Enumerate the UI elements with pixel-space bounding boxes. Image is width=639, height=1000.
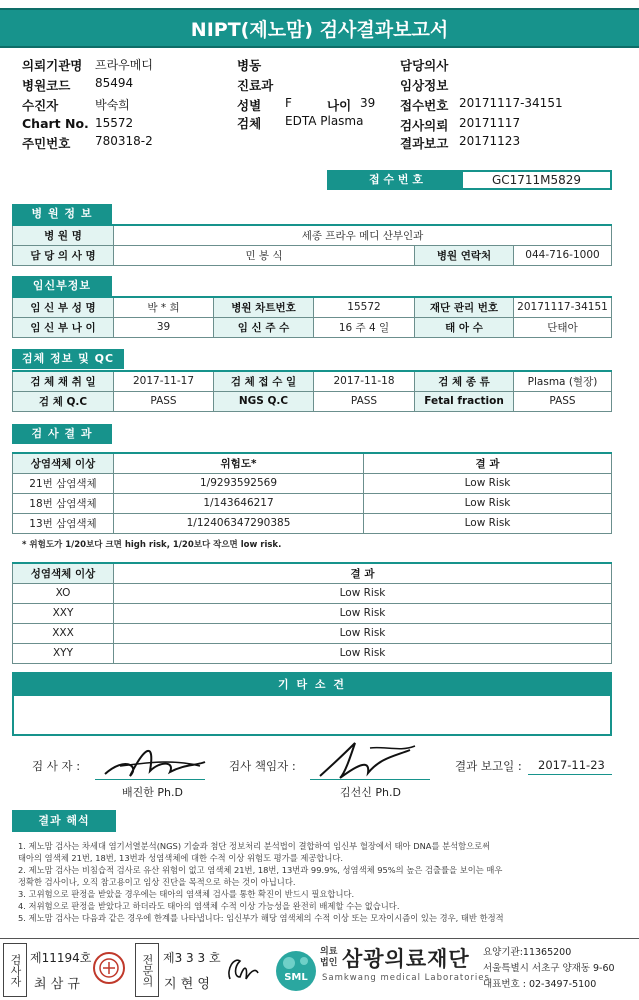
org-prefix-line: 법인 [320, 958, 338, 968]
specimen-type-value: Plasma (혈장) [514, 371, 612, 391]
interpretation-line: 2. 제노맘 검사는 비침습적 검사로 유산 위험이 없고 염색체 21번, 18번, 13번과 99.9%, 성염색체 95%의 높은 검출률을 보이는 매우 [18, 865, 503, 875]
dept-label: 진료과 [237, 78, 274, 93]
results-header-risk: 위험도* [114, 453, 364, 473]
sex-chrom-result: Low Risk [114, 603, 612, 623]
fetus-count-value: 단태아 [514, 317, 612, 337]
pregnant-table [12, 296, 612, 338]
hospital-section-title: 병 원 정 보 [12, 204, 112, 224]
age-value: 39 [360, 96, 376, 110]
results-header-autosome: 상염색체 이상 [13, 453, 114, 473]
receive-date-value: 2017-11-18 [314, 371, 415, 391]
pregnant-name-label: 임 신 부 성 명 [13, 297, 114, 317]
specimen-table [12, 370, 612, 412]
sex-chrom-name: XYY [13, 643, 114, 663]
table-row [13, 473, 612, 493]
org-name: 삼광의료재단 [342, 947, 470, 971]
org-prefix [320, 947, 337, 969]
examiner-name: 배진한 Ph.D [122, 786, 183, 799]
trisomy-risk: 1/12406347290385 [114, 513, 364, 533]
specimen-label: 검체 [237, 116, 262, 131]
chart-number-label: 병원 차트번호 [214, 297, 314, 317]
table-row [13, 513, 612, 533]
trisomy-result: Low Risk [364, 473, 612, 493]
risk-footnote: * 위험도가 1/20보다 크면 high risk, 1/20보다 작으면 low risk. [22, 540, 282, 550]
sex-chrom-result: Low Risk [114, 623, 612, 643]
specimen-qc-value: PASS [114, 391, 214, 411]
sex-chrom-name: XXX [13, 623, 114, 643]
interpretation-line: 3. 고위험으로 판정을 받았을 경우에는 태아의 염색체 검사를 통한 확진이 반드시 필요합니다. [18, 889, 355, 899]
trisomy-result: Low Risk [364, 493, 612, 513]
sex-chrom-result: Low Risk [114, 583, 612, 603]
specimen-qc-label: 검 체 Q.C [13, 391, 114, 411]
pregnant-section-title: 임신부정보 [12, 276, 112, 296]
contact-cell-label: 병원 연락처 [415, 245, 514, 265]
patient-label: 수진자 [22, 98, 59, 113]
receive-date-label: 검 체 접 수 일 [214, 371, 314, 391]
examiner-license: 제11194호 [30, 951, 92, 965]
table-row [13, 643, 612, 663]
accession-label: 접수번호 [400, 98, 449, 113]
interpretation-line: 태아의 염색체 21번, 18번, 13번과 성염색체에 대한 수적 이상 위험도 평가를 제공합니다. [18, 853, 344, 863]
resident-no-value: 780318-2 [95, 134, 153, 148]
doctor-cell-value: 민 봉 식 [114, 245, 415, 265]
lead-examiner-label: 검사 책임자 : [229, 759, 296, 773]
interpretation-line: 정확한 검사이나, 오직 참고용이고 임상 진단을 목적으로 하는 것이 아닙니다. [18, 877, 296, 887]
interpretation-line: 1. 제노맘 검사는 차세대 염기서열분석(NGS) 기술과 첨단 정보처리 분석법이 결합하여 임신부 혈장에서 태아 DNA를 분석함으로써 [18, 841, 491, 851]
foundation-no-value: 20171117-34151 [514, 297, 612, 317]
collect-date-value: 2017-11-17 [114, 371, 214, 391]
request-date-value: 20171117 [459, 116, 521, 130]
lead-examiner-name: 김선신 Ph.D [340, 786, 401, 799]
specimen-value: EDTA Plasma [285, 114, 364, 128]
report-date-sig-label: 결과 보고일 : [455, 759, 522, 773]
org-phone: 대표번호 : 02-3497-5100 [483, 979, 597, 990]
other-comments-content [14, 696, 610, 734]
specimen-type-label: 검 체 종 류 [415, 371, 514, 391]
examiner-name-footer: 최 삼 규 [34, 977, 80, 992]
age-label: 나이 [327, 98, 352, 113]
specialist-vertical-label: 전문의 [135, 943, 159, 997]
pregnant-age-label: 임 신 부 나 이 [13, 317, 114, 337]
accession-value: 20171117-34151 [459, 96, 563, 110]
pregnant-age-value: 39 [114, 317, 214, 337]
hospital-name-cell-value: 세종 프라우 메디 산부인과 [114, 225, 612, 245]
interpretation-line: 4. 저위험으로 판정을 받았다고 하더라도 태아의 염색체 수적 이상 가능성을 완전히 배제할 수는 없습니다. [18, 901, 400, 911]
results-header-result: 결 과 [364, 453, 612, 473]
table-row [13, 603, 612, 623]
receipt-box [327, 170, 612, 190]
trisomy-name: 21번 삼염색체 [13, 473, 114, 493]
report-date-label: 결과보고 [400, 136, 449, 151]
specialist-license: 제3 3 3 호 [163, 951, 221, 965]
interpretation-line: 5. 제노맘 검사는 다음과 같은 경우에 한계를 나타냅니다: 임신부가 해당 염색체의 수적 이상 또는 모자이시즘이 있는 경우, 태반 한정적 [18, 913, 504, 923]
footer [0, 938, 639, 1000]
trisomy-name: 18번 삼염색체 [13, 493, 114, 513]
fetus-count-label: 태 아 수 [415, 317, 514, 337]
examiner-vertical-label: 검사자 [3, 943, 27, 997]
org-prefix-line: 의료 [320, 947, 338, 957]
examiner-signature-icon [100, 736, 210, 784]
table-row [13, 583, 612, 603]
pregnant-name-value: 박 * 희 [114, 297, 214, 317]
trisomy-risk: 1/143646217 [114, 493, 364, 513]
receipt-value: GC1711M5829 [491, 173, 582, 187]
doctor-cell-label: 담 당 의 사 명 [13, 245, 114, 265]
sex-chrom-name: XXY [13, 603, 114, 623]
lead-examiner-signature-icon [310, 738, 420, 782]
examiner-label: 검 사 자 : [32, 759, 81, 773]
interpretation-notes [18, 840, 608, 924]
chart-number-value: 15572 [314, 297, 415, 317]
specialist-name-footer: 지 현 영 [164, 977, 210, 992]
sex-value: F [285, 96, 292, 110]
org-address: 서울특별시 서초구 양재동 9-60 [483, 963, 615, 974]
results-section-title: 검 사 결 과 [12, 424, 112, 444]
results-table [12, 452, 612, 534]
fetal-fraction-label: Fetal fraction [415, 391, 514, 411]
hospital-table [12, 224, 612, 266]
trisomy-name: 13번 삼염색체 [13, 513, 114, 533]
trisomy-risk: 1/9293592569 [114, 473, 364, 493]
other-comments-box [12, 672, 612, 736]
report-title: NIPT(제노맘) 검사결과보고서 [0, 8, 639, 48]
hospital-name-label: 의뢰기관명 [22, 58, 83, 73]
chart-no-value: 15572 [95, 116, 134, 130]
hospital-name-cell-label: 병 원 명 [13, 225, 114, 245]
org-english-name: Samkwang medical Laboratories [322, 973, 490, 983]
sex-chrom-name: XO [13, 583, 114, 603]
receipt-label: 접 수 번 호 [329, 172, 463, 188]
ngs-qc-value: PASS [314, 391, 415, 411]
table-row [13, 623, 612, 643]
org-contact [483, 945, 615, 993]
doctor-label: 담당의사 [400, 58, 449, 73]
report-date-sig-value: 2017-11-23 [538, 758, 605, 772]
collect-date-label: 검 체 채 취 일 [13, 371, 114, 391]
gestation-label: 임 신 주 수 [214, 317, 314, 337]
sex-chromosome-table [12, 562, 612, 664]
hospital-name-value: 프라우메디 [95, 58, 153, 72]
contact-cell-value: 044-716-1000 [514, 245, 612, 265]
sml-logo-icon [274, 949, 318, 993]
other-comments-title: 기 타 소 견 [14, 674, 610, 696]
sex-chrom-header-name: 성염색체 이상 [13, 563, 114, 583]
specimen-section-title: 검체 정보 및 QC [12, 349, 124, 369]
trisomy-result: Low Risk [364, 513, 612, 533]
sml-logo-text: SML [284, 972, 308, 983]
interpretation-section-title: 결과 해석 [12, 810, 116, 832]
examiner-seal-icon [92, 951, 126, 985]
report-date-value: 20171123 [459, 134, 521, 148]
specialist-signature-icon [222, 951, 262, 987]
table-row [13, 493, 612, 513]
patient-value: 박숙희 [95, 98, 130, 112]
resident-no-label: 주민번호 [22, 136, 71, 151]
fetal-fraction-value: PASS [514, 391, 612, 411]
foundation-no-label: 재단 관리 번호 [415, 297, 514, 317]
gestation-value: 16 주 4 일 [314, 317, 415, 337]
chart-no-label: Chart No. [22, 116, 89, 131]
request-date-label: 검사의뢰 [400, 118, 449, 133]
sex-chrom-result: Low Risk [114, 643, 612, 663]
clinical-info-label: 임상정보 [400, 78, 449, 93]
sex-label: 성별 [237, 98, 262, 113]
hospital-code-label: 병원코드 [22, 78, 71, 93]
ngs-qc-label: NGS Q.C [214, 391, 314, 411]
ward-label: 병동 [237, 58, 262, 73]
org-code: 요양기관:11365200 [483, 947, 572, 958]
hospital-code-value: 85494 [95, 76, 134, 90]
sex-chrom-header-result: 결 과 [114, 563, 612, 583]
